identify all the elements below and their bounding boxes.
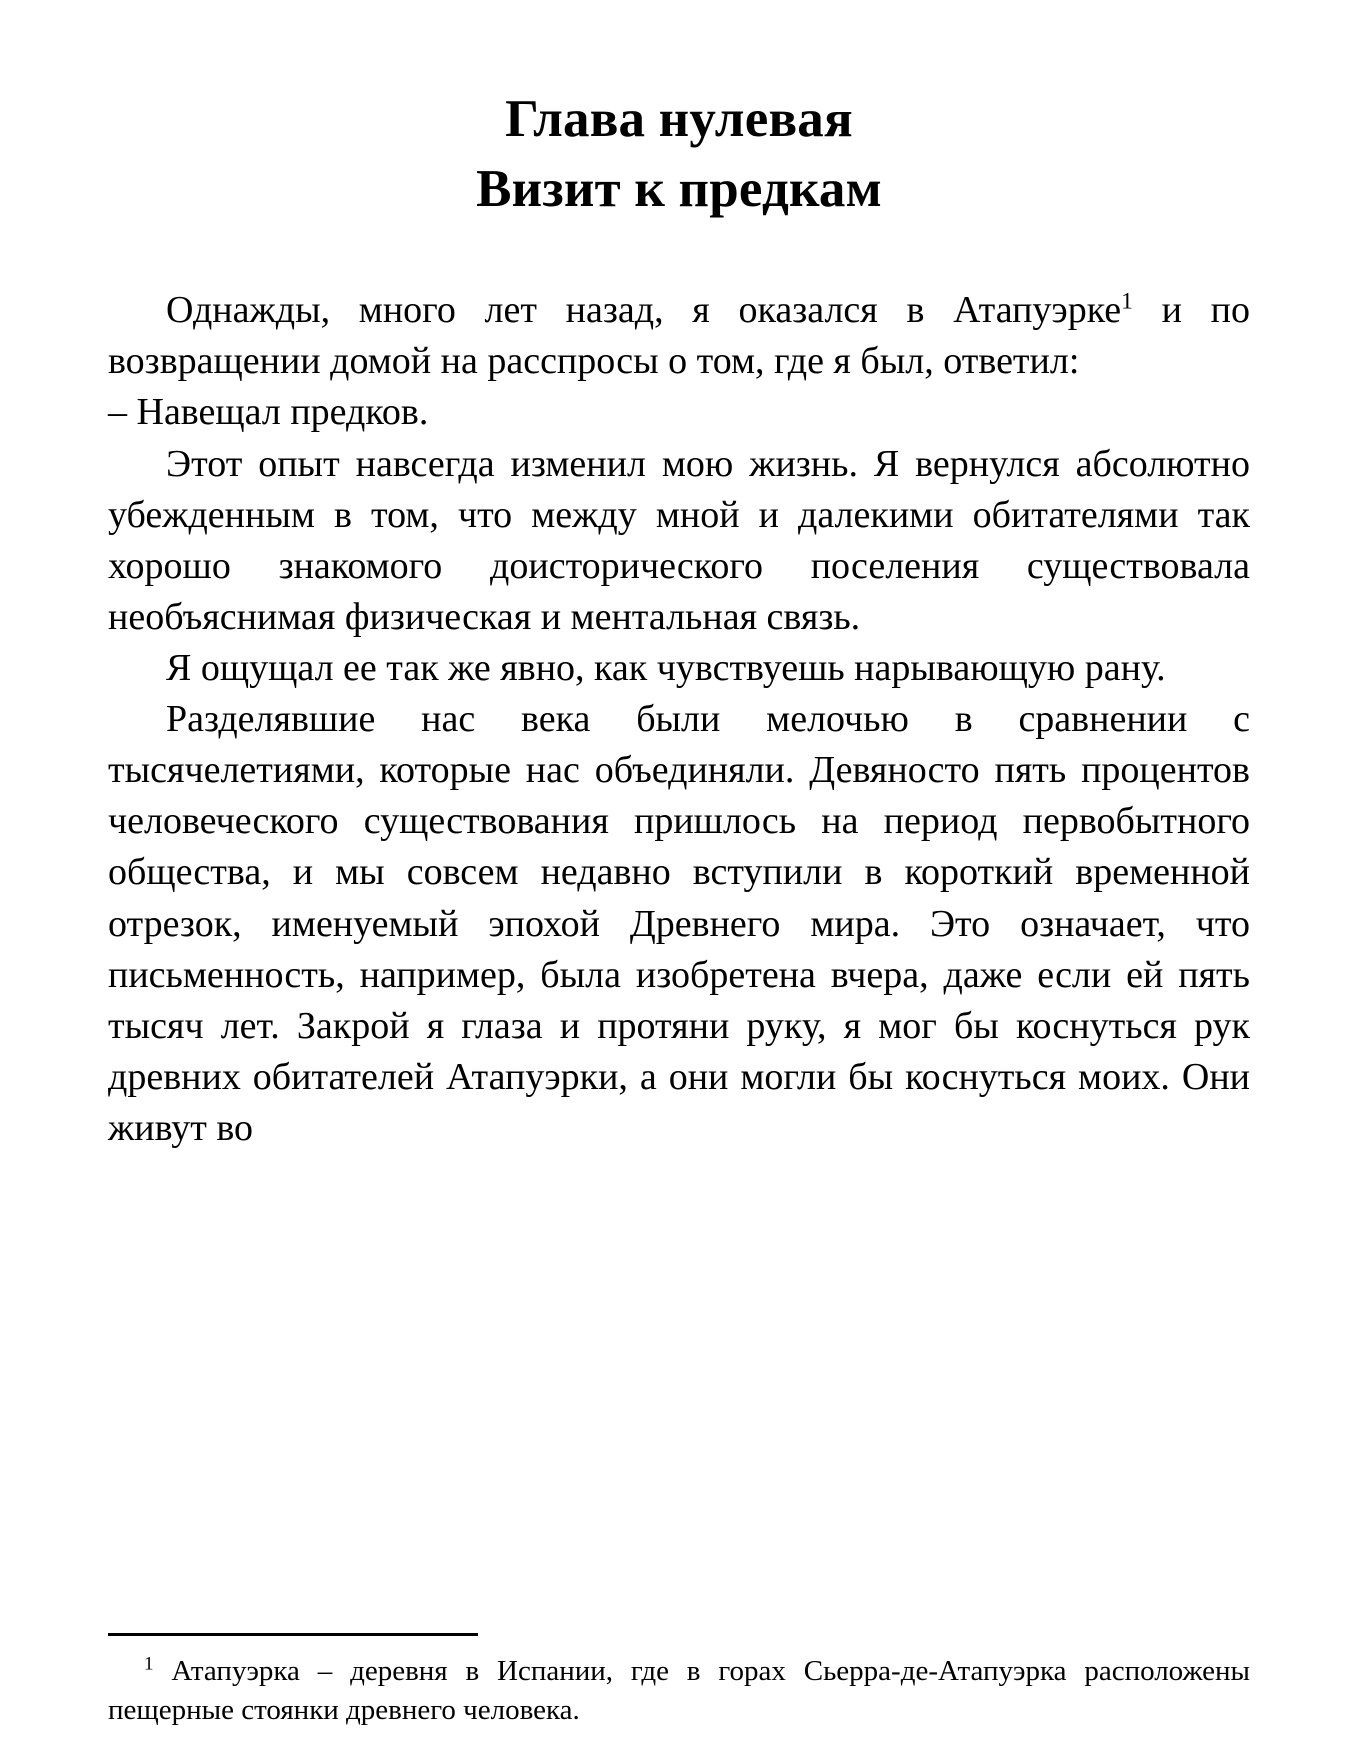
footnote-number: 1 <box>144 1653 154 1675</box>
footnote-body-text: Атапуэрка – деревня в Испании, где в горах Сьерра-де-Атапуэрка расположены пещерные стоянки древнего человека. <box>108 1655 1250 1727</box>
chapter-heading-line-1: Глава нулевая <box>505 90 853 148</box>
chapter-heading <box>108 88 1250 221</box>
paragraph-2-dialogue: – Навещал предков. <box>108 391 429 434</box>
paragraph-5: Разделявшие нас века были мелочью в сравнении с тысячелетиями, которые нас объединяли. Девяносто пять процентов человеческого существования пришлось на период первобытного общества, и мы совсем недавно вступили в короткий временной отрезок, именуемый эпохой Древнего мира. Это означает, что письменность, например, была изобретена вчера, даже если ей пять тысяч лет. Закрой я глаза и протяни руку, я мог бы коснуться рук древних обитателей Атапуэрки, а они могли бы коснуться моих. Они живут во <box>108 698 1250 1149</box>
chapter-heading-line-2: Визит к предкам <box>476 159 882 218</box>
paragraph-1-text-before-ref: Однажды, много лет назад, я оказался в Атапуэрке <box>166 289 1122 332</box>
footnote-entry <box>108 1652 1250 1730</box>
footnote-separator-rule <box>108 1633 478 1636</box>
footnote-zone <box>108 1633 1250 1730</box>
paragraph-4: Я ощущал ее так же явно, как чувствуешь нарывающую рану. <box>166 646 1166 689</box>
footnote-reference-marker[interactable]: 1 <box>1121 288 1133 315</box>
paragraph-3: Этот опыт навсегда изменил мою жизнь. Я вернулся абсолютно убежденным в том, что между мной и далекими обитателями так хорошо знакомого доисторического поселения существовала необъяснимая физическая и ментальная связь. <box>108 442 1250 638</box>
paragraph-1 <box>108 285 1250 387</box>
paragraph-1-text-after-ref: и по возвращении домой на расспросы о том, где я был, ответил: <box>108 289 1250 383</box>
